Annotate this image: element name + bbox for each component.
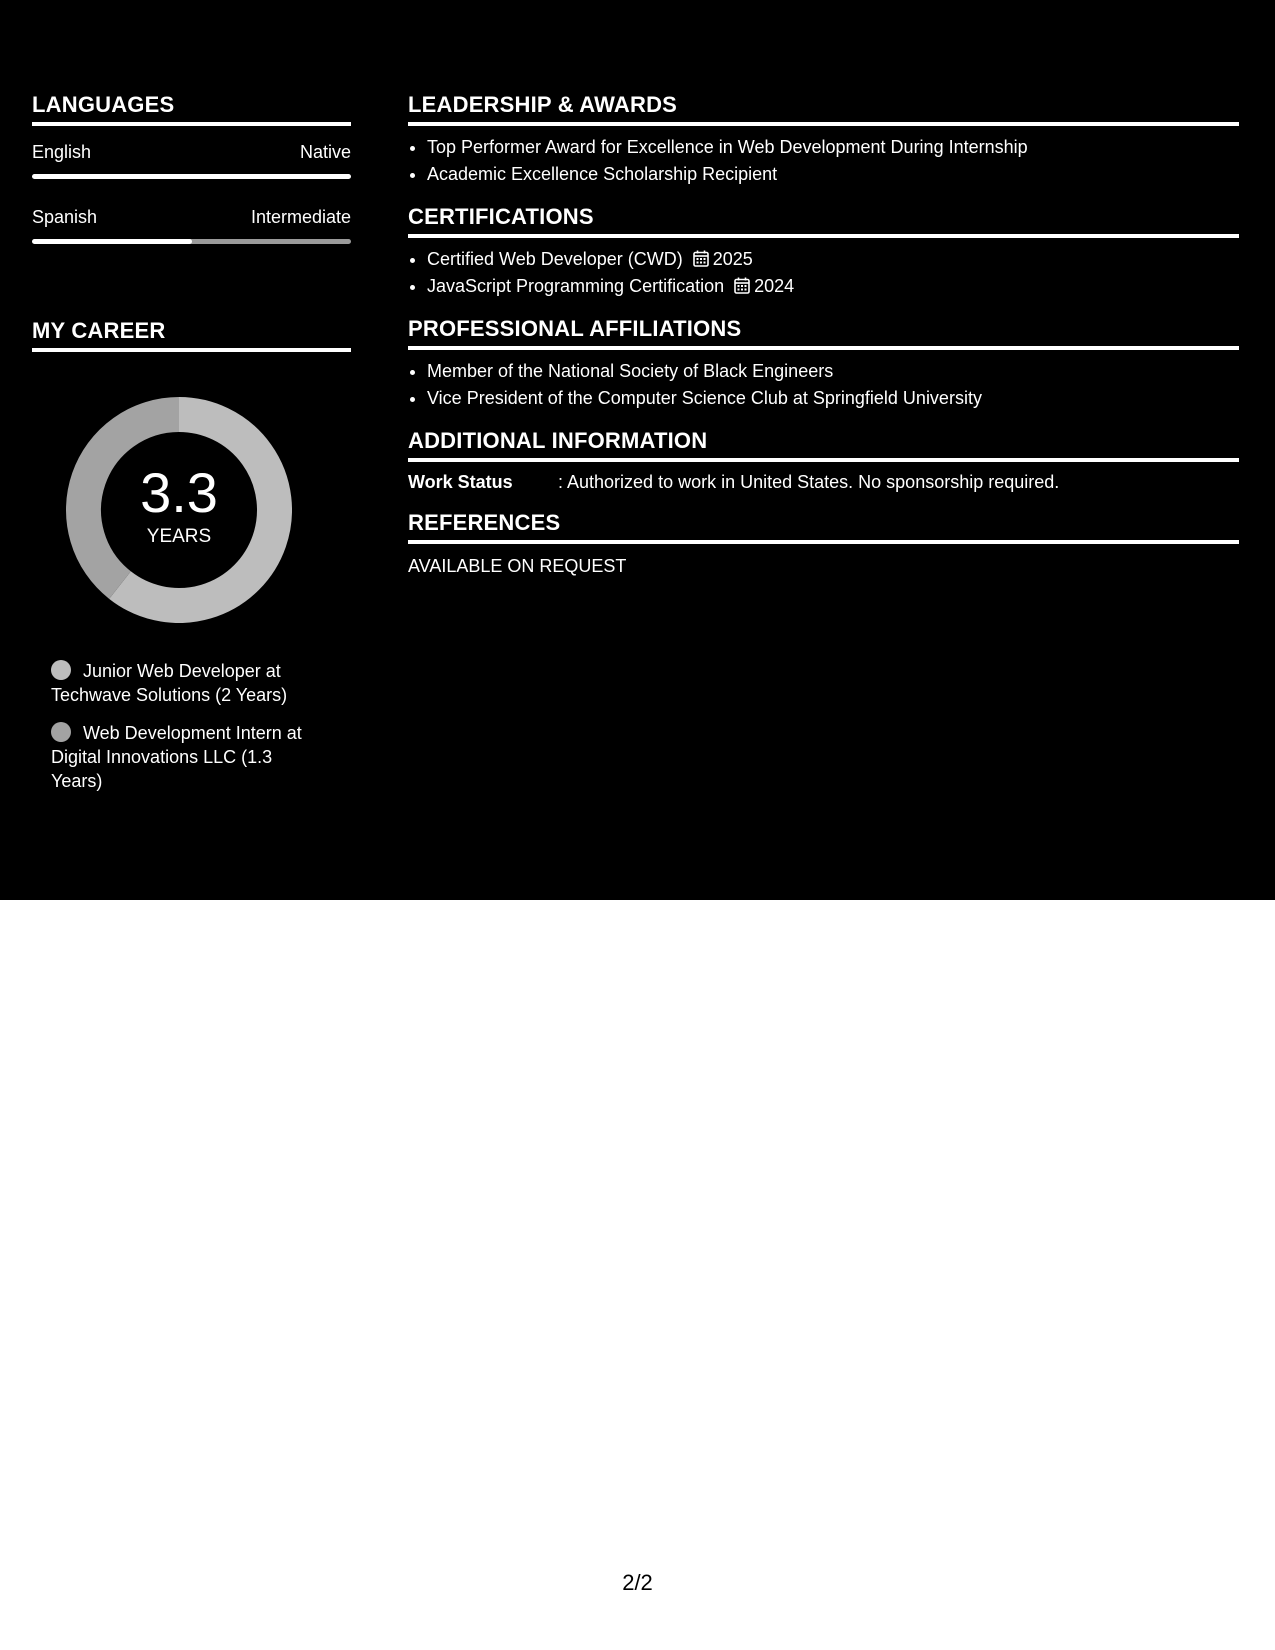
affiliation-item: • Member of the National Society of Black Engineers xyxy=(427,358,1239,385)
leadership-item: • Top Performer Award for Excellence in Web Development During Internship xyxy=(427,134,1239,161)
additional-info-section xyxy=(408,428,1239,494)
certification-item xyxy=(427,273,1239,300)
affiliations-title: PROFESSIONAL AFFILIATIONS xyxy=(408,316,1239,350)
certification-name: JavaScript Programming Certification xyxy=(427,276,725,296)
legend-dot-icon xyxy=(51,722,71,742)
certification-name: Certified Web Developer (CWD) xyxy=(427,249,683,269)
language-item xyxy=(32,205,351,244)
career-title: MY CAREER xyxy=(32,318,351,352)
languages-title: LANGUAGES xyxy=(32,92,351,126)
references-text: AVAILABLE ON REQUEST xyxy=(408,556,627,576)
career-legend-item xyxy=(51,721,321,793)
additional-info-title: ADDITIONAL INFORMATION xyxy=(408,428,1239,462)
affiliations-section xyxy=(408,316,1239,412)
career-legend-label: Junior Web Developer at Techwave Solutions (2 Years) xyxy=(51,661,288,705)
leadership-item: • Academic Excellence Scholarship Recipient xyxy=(427,161,1239,188)
career-legend-item xyxy=(51,659,321,707)
certifications-title: CERTIFICATIONS xyxy=(408,204,1239,238)
language-proficiency-fill xyxy=(32,174,351,179)
work-status-label: Work Status xyxy=(408,472,513,492)
main-content xyxy=(408,92,1239,578)
language-proficiency-bar xyxy=(32,174,351,179)
language-level: Intermediate xyxy=(250,207,351,227)
language-name: English xyxy=(32,142,92,162)
certifications-section xyxy=(408,204,1239,300)
career-total-unit: YEARS xyxy=(146,526,212,547)
sidebar xyxy=(32,92,351,807)
work-status-value: : Authorized to work in United States. No sponsorship required. xyxy=(558,472,1060,492)
leadership-section xyxy=(408,92,1239,188)
language-proficiency-fill xyxy=(32,239,192,244)
calendar-icon xyxy=(734,277,750,294)
language-name: Spanish xyxy=(32,207,98,227)
language-proficiency-bar xyxy=(32,239,351,244)
certification-year: 2024 xyxy=(754,276,795,296)
career-legend-label: Web Development Intern at Digital Innovations LLC (1.3 Years) xyxy=(51,723,302,791)
calendar-icon xyxy=(693,250,709,267)
career-legend xyxy=(32,659,321,793)
legend-dot-icon xyxy=(51,660,71,680)
affiliation-item: • Vice President of the Computer Science Club at Springfield University xyxy=(427,385,1239,412)
page-number: 2/2 xyxy=(622,1570,653,1595)
career-donut-chart xyxy=(66,397,292,623)
certification-year: 2025 xyxy=(712,249,753,269)
references-section xyxy=(408,510,1239,578)
references-title: REFERENCES xyxy=(408,510,1239,544)
leadership-title: LEADERSHIP & AWARDS xyxy=(408,92,1239,126)
certification-item xyxy=(427,246,1239,273)
career-total-value: 3.3 xyxy=(140,461,218,524)
language-level: Native xyxy=(299,142,351,162)
language-item xyxy=(32,140,351,179)
